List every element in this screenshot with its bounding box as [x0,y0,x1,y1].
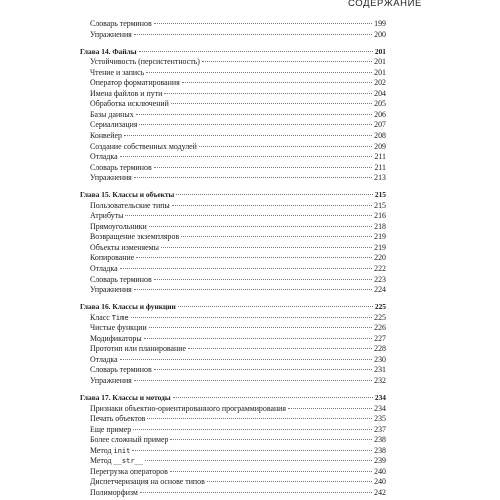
section-title [90,404,288,415]
section-title [90,313,131,324]
page-number: 205 [374,99,386,109]
section-title [90,334,144,345]
dot-leader [161,247,372,248]
dot-leader [171,103,372,104]
toc-section-entry [80,404,386,415]
entry-title-text: Устойчивость (персистентность) [90,57,200,67]
section-title [90,222,149,233]
entry-title-text: Создание собственных модулей [90,141,197,151]
entry-title-text: Метод [90,456,112,466]
section-title [90,365,154,376]
dot-leader [154,167,373,168]
entry-title-text: Имена файлов и пути [90,88,163,98]
entry-title-text: Копирование [90,253,135,263]
toc-section-entry [80,355,386,366]
page-number: 218 [374,221,386,231]
entry-title-text: Атрибуты [90,211,124,221]
toc-section-entry [80,275,386,286]
entry-title-text: Класс [90,312,110,322]
dot-leader [181,236,372,237]
entry-title-text: Пользовательские типы [90,200,170,210]
page-number: 211 [374,152,386,162]
entry-title-text: Отладка [90,354,118,364]
section-title [90,253,136,264]
section-title [90,173,134,184]
toc-section-entry [80,446,386,457]
section-title [90,323,149,334]
section-title [90,446,132,457]
entry-title-text: Глава 14. Файлы [80,46,137,56]
dot-leader [125,215,372,216]
dot-leader [170,439,372,440]
dot-leader [136,114,373,115]
entry-title-text: Метод [90,445,112,455]
page-number: 239 [374,456,386,466]
section-title [90,19,154,30]
dot-leader [131,317,373,318]
entry-title-text: Упражнения [90,173,132,183]
section-title [90,355,120,366]
toc-section-entry [80,456,386,467]
entry-code-text: __str__ [113,457,143,466]
toc-section-entry [80,201,386,212]
page-number: 230 [374,354,386,364]
section-title [90,414,147,425]
entry-title-text: Еще пример [90,424,132,434]
page-number: 232 [374,376,386,385]
page-number: 204 [374,88,386,98]
page-number: 201 [374,46,386,56]
dot-leader [146,72,372,73]
section-title [90,131,124,142]
section-title [90,78,182,89]
dot-leader [172,205,372,206]
dot-leader [176,194,373,195]
page-number: 208 [374,130,386,140]
entry-title-text: Прямоугольники [90,221,147,231]
toc-section-entry [80,285,386,296]
page-number: 231 [374,365,386,375]
section-title [90,120,139,131]
chapter-title [80,393,173,404]
toc-section-entry [80,243,386,254]
dot-leader [164,93,372,94]
entry-title-text: Глава 15. Классы и объекты [80,190,175,200]
dot-leader [199,146,372,147]
page-number: 237 [374,424,386,434]
section-title [90,435,170,446]
dot-leader [154,369,372,370]
running-head: СОДЕРЖАНИЕ [348,0,422,9]
entry-title-text: Модификаторы [90,333,142,343]
toc-section-entry [80,435,386,446]
entry-title-text: Перегрузка операторов [90,466,168,476]
section-title [90,201,172,212]
section-title [90,285,134,296]
toc-section-entry [80,334,386,345]
entry-title-text: Отладка [90,264,118,274]
toc-section-entry [80,57,386,68]
dot-leader [170,471,372,472]
page-number: 242 [374,487,386,497]
section-title [90,89,164,100]
page-number: 234 [374,403,386,413]
section-title [90,376,134,387]
page-number: 199 [374,19,386,28]
entry-title-text: Упражнения [90,285,132,295]
page-number: 225 [374,312,386,322]
section-title [90,275,154,286]
dot-leader [120,359,373,360]
page-number: 225 [374,302,386,312]
dot-leader [124,135,372,136]
dot-leader [134,34,372,35]
entry-code-text: init [113,446,131,455]
entry-title-text: Чистые функции [90,323,147,333]
toc-section-entry [80,152,386,163]
page-number: 240 [374,466,386,476]
section-title [90,152,120,163]
toc-section-entry [80,99,386,110]
section-title [90,99,171,110]
page-number: 222 [374,264,386,274]
toc-section-entry [80,142,386,153]
entry-title-text: Печать объектов [90,414,146,424]
section-title [90,232,181,243]
entry-title-text: Словарь терминов [90,19,152,28]
entry-title-text: Словарь терминов [90,162,152,172]
toc-section-entry [80,89,386,100]
toc-section-entry [80,264,386,275]
dot-leader [154,23,372,24]
page-number: 219 [374,232,386,242]
toc-chapter-entry [80,393,386,404]
page-number: 227 [374,333,386,343]
toc-section-entry [80,78,386,89]
page-number: 224 [374,285,386,295]
section-title [90,243,161,254]
page-number: 234 [374,393,386,403]
entry-title-text: Словарь терминов [90,274,152,284]
toc-section-entry [80,323,386,334]
section-title [90,68,146,79]
entry-title-text: Более сложный пример [90,435,169,445]
toc-chapter-entry [80,47,386,58]
chapter-title [80,47,139,58]
dot-leader [182,82,372,83]
entry-title-text: Оператор форматирования [90,78,180,88]
section-title [90,264,120,275]
chapter-title [80,302,178,313]
dot-leader [132,450,372,451]
entry-title-text: Глава 16. Классы и функции [80,302,176,312]
dot-leader [154,279,372,280]
dot-leader [120,156,373,157]
dot-leader [149,327,372,328]
toc-section-entry [80,313,386,324]
section-title [90,488,140,499]
section-title [90,163,154,174]
toc-section-entry [80,30,386,41]
entry-title-text: Возвращение экземпляров [90,232,180,242]
page-number: 202 [374,78,386,88]
section-title [90,456,145,467]
dot-leader [173,397,373,398]
entry-title-text: Объекты изменяемы [90,242,159,252]
toc-section-entry [80,211,386,222]
section-title [90,110,136,121]
page-number: 216 [374,211,386,221]
chapter-title [80,190,176,201]
toc-section-entry [80,131,386,142]
dot-leader [145,460,372,461]
entry-title-text: Полиморфизм [90,487,138,497]
dot-leader [149,226,372,227]
page-number: 211 [374,162,386,172]
page-number: 209 [374,141,386,151]
dot-leader [133,429,372,430]
page-number: 220 [374,253,386,263]
page-number: 219 [374,242,386,252]
table-of-contents [80,19,386,499]
toc-section-entry [80,110,386,121]
dot-leader [120,268,373,269]
page-number: 201 [374,57,386,67]
toc-chapter-entry [80,302,386,313]
entry-title-text: Упражнения [90,29,132,39]
section-title [90,477,207,488]
dot-leader [144,338,372,339]
toc-section-entry [80,488,386,499]
section-title [90,425,133,436]
entry-title-text: Конвейер [90,130,122,140]
page-number: 200 [374,29,386,39]
page-number: 207 [374,120,386,130]
page-number: 201 [374,67,386,77]
section-title [90,344,188,355]
page-number: 213 [374,173,386,183]
section-title [90,30,134,41]
section-title [90,467,170,478]
entry-title-text: Глава 17. Классы и методы [80,393,171,403]
section-title [90,57,202,68]
section-title [90,211,125,222]
toc-section-entry [80,344,386,355]
toc-section-entry [80,477,386,488]
page-number: 215 [374,190,386,200]
entry-title-text: Упражнения [90,376,132,385]
page-number: 238 [374,445,386,455]
entry-title-text: Признаки объектно-ориентированного программирования [90,403,287,413]
toc-section-entry [80,365,386,376]
dot-leader [147,418,372,419]
entry-title-text: Словарь терминов [90,365,152,375]
entry-title-text: Прототип или планирование [90,344,186,354]
entry-title-text: Диспетчеризация на основе типов [90,477,205,487]
entry-title-text: Отладка [90,152,118,162]
page-number: 226 [374,323,386,333]
toc-section-entry [80,163,386,174]
page-number: 206 [374,109,386,119]
dot-leader [178,306,373,307]
entry-title-text: Чтение и запись [90,67,145,77]
section-title [90,142,199,153]
toc-section-entry [80,222,386,233]
dot-leader [134,380,372,381]
toc-section-entry [80,173,386,184]
entry-title-text: Базы данных [90,109,134,119]
toc-section-entry [80,425,386,436]
dot-leader [136,257,372,258]
dot-leader [140,492,372,493]
page-number: 223 [374,274,386,284]
dot-leader [288,408,372,409]
dot-leader [202,61,372,62]
page-number: 215 [374,200,386,210]
dot-leader [207,481,372,482]
entry-title-text: Обработка исключений [90,99,169,109]
page-number: 228 [374,344,386,354]
entry-code-text: Time [111,313,129,322]
toc-section-entry [80,68,386,79]
page-number: 238 [374,435,386,445]
toc-section-entry [80,120,386,131]
page-number: 240 [374,477,386,487]
page-number: 235 [374,414,386,424]
toc-chapter-entry [80,190,386,201]
dot-leader [139,51,373,52]
toc-section-entry [80,467,386,478]
toc-section-entry [80,414,386,425]
toc-section-entry [80,19,386,30]
dot-leader [134,289,372,290]
toc-section-entry [80,232,386,243]
dot-leader [134,177,372,178]
toc-section-entry [80,253,386,264]
entry-title-text: Сериализация [90,120,138,130]
dot-leader [139,124,372,125]
dot-leader [188,348,372,349]
toc-section-entry [80,376,386,387]
